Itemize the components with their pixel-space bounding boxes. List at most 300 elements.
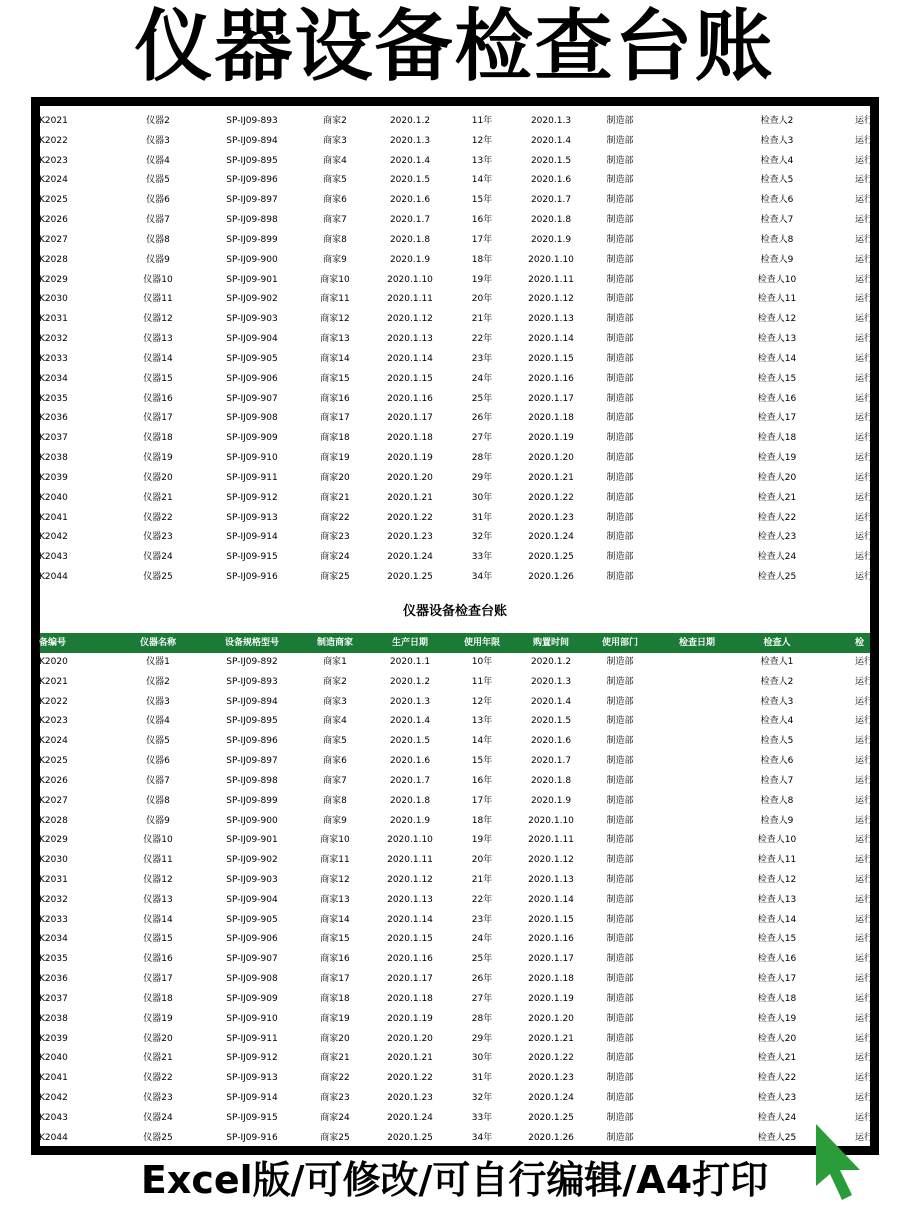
table-cell[interactable]: 2020.1.13: [387, 894, 433, 905]
table-cell[interactable]: 检查人9: [760, 254, 794, 265]
table-cell[interactable]: 制造部: [606, 1073, 634, 1084]
table-cell[interactable]: 2020.1.4: [389, 155, 431, 166]
table-cell[interactable]: 商家19: [320, 453, 350, 464]
table-cell[interactable]: SP-IJ09-915: [226, 552, 278, 563]
table-cell[interactable]: 运行: [855, 656, 874, 667]
table-cell[interactable]: K2029: [39, 835, 68, 846]
table-cell[interactable]: 2020.1.23: [387, 1093, 433, 1104]
table-cell[interactable]: 检查人10: [757, 274, 797, 285]
table-cell[interactable]: 2020.1.23: [528, 1073, 574, 1084]
table-cell[interactable]: 制造部: [606, 993, 634, 1004]
table-cell[interactable]: 检查人22: [757, 512, 797, 523]
table-cell[interactable]: 运行: [855, 294, 874, 305]
table-cell[interactable]: 2020.1.4: [389, 716, 431, 727]
table-cell[interactable]: 检查人6: [760, 195, 794, 206]
table-cell[interactable]: 运行: [855, 532, 874, 543]
table-cell[interactable]: 21年: [471, 874, 493, 885]
table-cell[interactable]: 商家3: [323, 696, 347, 707]
table-cell[interactable]: 13年: [471, 155, 493, 166]
table-cell[interactable]: K2030: [39, 855, 68, 866]
table-cell[interactable]: SP-IJ09-905: [226, 914, 278, 925]
table-cell[interactable]: SP-IJ09-904: [226, 334, 278, 345]
table-cell[interactable]: 2020.1.6: [530, 736, 572, 747]
table-cell[interactable]: 仪器7: [146, 215, 170, 226]
table-cell[interactable]: 2020.1.22: [528, 1053, 574, 1064]
table-cell[interactable]: 运行: [855, 234, 874, 245]
table-cell[interactable]: 仪器11: [143, 855, 173, 866]
table-cell[interactable]: 检查人8: [760, 234, 794, 245]
table-cell[interactable]: 2020.1.1: [389, 656, 431, 667]
table-cell[interactable]: 商家17: [320, 413, 350, 424]
table-cell[interactable]: 2020.1.23: [387, 532, 433, 543]
table-cell[interactable]: 26年: [471, 413, 493, 424]
table-cell[interactable]: 23年: [471, 914, 493, 925]
table-cell[interactable]: 商家13: [320, 894, 350, 905]
table-cell[interactable]: 32年: [471, 1093, 493, 1104]
table-cell[interactable]: 34年: [471, 572, 493, 583]
table-cell[interactable]: 运行: [855, 413, 874, 424]
table-cell[interactable]: 2020.1.18: [387, 433, 433, 444]
table-cell[interactable]: 仪器4: [146, 155, 170, 166]
table-cell[interactable]: 2020.1.19: [387, 1013, 433, 1024]
table-cell[interactable]: 运行: [855, 274, 874, 285]
table-cell[interactable]: 2020.1.3: [389, 696, 431, 707]
table-cell[interactable]: 2020.1.13: [387, 334, 433, 345]
table-cell[interactable]: K2033: [39, 914, 68, 925]
table-cell[interactable]: 商家19: [320, 1013, 350, 1024]
table-cell[interactable]: 33年: [471, 552, 493, 563]
table-cell[interactable]: 检查人16: [757, 393, 797, 404]
table-cell[interactable]: 检查人17: [757, 974, 797, 985]
table-cell[interactable]: 制造部: [606, 716, 634, 727]
table-cell[interactable]: 运行: [855, 116, 874, 126]
table-cell[interactable]: 2020.1.8: [389, 234, 431, 245]
table-cell[interactable]: 商家20: [320, 1033, 350, 1044]
table-cell[interactable]: 2020.1.10: [528, 815, 574, 826]
table-cell[interactable]: 仪器3: [146, 135, 170, 146]
table-cell[interactable]: 11年: [471, 676, 493, 687]
table-cell[interactable]: 2020.1.20: [528, 453, 574, 464]
table-cell[interactable]: 17年: [471, 795, 493, 806]
table-cell[interactable]: 制造部: [606, 314, 634, 325]
table-cell[interactable]: 32年: [471, 532, 493, 543]
table-cell[interactable]: 仪器20: [143, 472, 173, 483]
table-cell[interactable]: SP-IJ09-902: [226, 855, 278, 866]
table-cell[interactable]: 运行: [855, 1112, 874, 1123]
table-cell[interactable]: SP-IJ09-903: [226, 874, 278, 885]
table-cell[interactable]: 20年: [471, 294, 493, 305]
table-cell[interactable]: 31年: [471, 1073, 493, 1084]
table-cell[interactable]: 制造部: [606, 1112, 634, 1123]
table-cell[interactable]: SP-IJ09-898: [226, 215, 278, 226]
table-cell[interactable]: 2020.1.25: [528, 1112, 574, 1123]
table-cell[interactable]: 制造部: [606, 572, 634, 583]
table-cell[interactable]: 制造部: [606, 512, 634, 523]
table-cell[interactable]: 2020.1.6: [530, 175, 572, 186]
table-cell[interactable]: 2020.1.21: [528, 1033, 574, 1044]
table-cell[interactable]: K2043: [39, 552, 68, 563]
table-cell[interactable]: 商家21: [320, 1053, 350, 1064]
table-cell[interactable]: 2020.1.18: [387, 993, 433, 1004]
table-cell[interactable]: 制造部: [606, 855, 634, 866]
table-cell[interactable]: 运行: [855, 353, 874, 364]
table-cell[interactable]: 制造部: [606, 934, 634, 945]
table-cell[interactable]: 31年: [471, 512, 493, 523]
table-cell[interactable]: SP-IJ09-912: [226, 1053, 278, 1064]
table-cell[interactable]: 2020.1.11: [528, 274, 574, 285]
table-cell[interactable]: 检查人18: [757, 993, 797, 1004]
table-cell[interactable]: 2020.1.14: [528, 894, 574, 905]
table-cell[interactable]: SP-IJ09-913: [226, 512, 278, 523]
table-cell[interactable]: 30年: [471, 492, 493, 503]
table-cell[interactable]: 23年: [471, 353, 493, 364]
table-cell[interactable]: SP-IJ09-913: [226, 1073, 278, 1084]
table-cell[interactable]: 15年: [471, 756, 493, 767]
table-cell[interactable]: K2024: [39, 736, 68, 747]
table-cell[interactable]: 制造部: [606, 696, 634, 707]
table-cell[interactable]: 商家14: [320, 353, 350, 364]
table-cell[interactable]: 运行: [855, 512, 874, 523]
table-cell[interactable]: 2020.1.17: [528, 954, 574, 965]
table-cell[interactable]: K2042: [39, 1093, 68, 1104]
table-cell[interactable]: K2026: [39, 775, 68, 786]
table-cell[interactable]: 商家5: [323, 736, 347, 747]
table-cell[interactable]: 制造部: [606, 835, 634, 846]
table-cell[interactable]: 制造部: [606, 532, 634, 543]
table-cell[interactable]: K2026: [39, 215, 68, 226]
table-cell[interactable]: 检查人1: [760, 656, 794, 667]
table-cell[interactable]: K2023: [39, 155, 68, 166]
table-cell[interactable]: K2036: [39, 413, 68, 424]
column-header[interactable]: 备编号: [39, 637, 67, 648]
column-header[interactable]: 检: [855, 637, 865, 648]
table-cell[interactable]: 2020.1.20: [528, 1013, 574, 1024]
table-cell[interactable]: 商家10: [320, 274, 350, 285]
table-cell[interactable]: K2031: [39, 874, 68, 885]
table-cell[interactable]: 运行: [855, 1013, 874, 1024]
table-cell[interactable]: SP-IJ09-906: [226, 934, 278, 945]
table-cell[interactable]: 检查人19: [757, 1013, 797, 1024]
table-cell[interactable]: 26年: [471, 974, 493, 985]
table-cell[interactable]: 仪器17: [143, 413, 173, 424]
table-cell[interactable]: 制造部: [606, 472, 634, 483]
table-cell[interactable]: K2023: [39, 716, 68, 727]
table-cell[interactable]: 2020.1.2: [389, 676, 431, 687]
table-cell[interactable]: SP-IJ09-911: [226, 1033, 278, 1044]
table-cell[interactable]: 仪器10: [143, 835, 173, 846]
table-cell[interactable]: 商家25: [320, 1132, 350, 1143]
table-cell[interactable]: 2020.1.22: [387, 512, 433, 523]
table-cell[interactable]: 运行: [855, 552, 874, 563]
table-cell[interactable]: 仪器3: [146, 696, 170, 707]
table-cell[interactable]: 运行: [855, 472, 874, 483]
table-cell[interactable]: 检查人13: [757, 894, 797, 905]
table-cell[interactable]: 检查人12: [757, 874, 797, 885]
table-cell[interactable]: 商家15: [320, 373, 350, 384]
column-header[interactable]: 检查人: [763, 637, 791, 648]
table-cell[interactable]: 2020.1.4: [530, 135, 572, 146]
table-cell[interactable]: 2020.1.8: [530, 215, 572, 226]
table-cell[interactable]: K2021: [39, 116, 68, 126]
table-cell[interactable]: 运行: [855, 393, 874, 404]
table-cell[interactable]: 商家9: [323, 254, 347, 265]
table-cell[interactable]: 商家16: [320, 393, 350, 404]
table-cell[interactable]: 2020.1.16: [387, 393, 433, 404]
table-cell[interactable]: 检查人9: [760, 815, 794, 826]
table-cell[interactable]: 商家8: [323, 234, 347, 245]
table-cell[interactable]: 2020.1.18: [528, 974, 574, 985]
table-cell[interactable]: 仪器8: [146, 234, 170, 245]
table-cell[interactable]: SP-IJ09-910: [226, 1013, 278, 1024]
table-cell[interactable]: SP-IJ09-909: [226, 993, 278, 1004]
table-cell[interactable]: 商家24: [320, 552, 350, 563]
table-cell[interactable]: K2039: [39, 1033, 68, 1044]
table-cell[interactable]: 商家11: [320, 855, 350, 866]
table-cell[interactable]: 2020.1.15: [528, 914, 574, 925]
table-cell[interactable]: K2035: [39, 393, 68, 404]
table-cell[interactable]: 2020.1.5: [389, 736, 431, 747]
table-cell[interactable]: 检查人16: [757, 954, 797, 965]
table-cell[interactable]: 2020.1.13: [528, 874, 574, 885]
table-cell[interactable]: SP-IJ09-916: [226, 572, 278, 583]
table-cell[interactable]: 仪器8: [146, 795, 170, 806]
table-cell[interactable]: 商家23: [320, 532, 350, 543]
table-cell[interactable]: K2028: [39, 254, 68, 265]
table-cell[interactable]: SP-IJ09-907: [226, 393, 278, 404]
table-cell[interactable]: 19年: [471, 835, 493, 846]
table-cell[interactable]: 仪器2: [146, 676, 170, 687]
table-cell[interactable]: 2020.1.18: [528, 413, 574, 424]
table-cell[interactable]: SP-IJ09-899: [226, 234, 278, 245]
table-cell[interactable]: 商家5: [323, 175, 347, 186]
table-cell[interactable]: 运行: [855, 974, 874, 985]
table-cell[interactable]: 制造部: [606, 155, 634, 166]
table-cell[interactable]: K2024: [39, 175, 68, 186]
table-cell[interactable]: 制造部: [606, 274, 634, 285]
table-cell[interactable]: 2020.1.11: [387, 294, 433, 305]
table-cell[interactable]: 2020.1.26: [528, 572, 574, 583]
table-cell[interactable]: 制造部: [606, 175, 634, 186]
table-cell[interactable]: 制造部: [606, 116, 634, 126]
table-cell[interactable]: 19年: [471, 274, 493, 285]
table-cell[interactable]: 运行: [855, 775, 874, 786]
table-cell[interactable]: 运行: [855, 1033, 874, 1044]
table-cell[interactable]: K2036: [39, 974, 68, 985]
table-cell[interactable]: K2025: [39, 195, 68, 206]
table-cell[interactable]: 运行: [855, 492, 874, 503]
table-cell[interactable]: 运行: [855, 1053, 874, 1064]
table-cell[interactable]: SP-IJ09-915: [226, 1112, 278, 1123]
table-cell[interactable]: 2020.1.21: [387, 1053, 433, 1064]
table-cell[interactable]: 13年: [471, 716, 493, 727]
table-cell[interactable]: SP-IJ09-895: [226, 155, 278, 166]
table-cell[interactable]: 运行: [855, 756, 874, 767]
table-cell[interactable]: SP-IJ09-908: [226, 413, 278, 424]
table-cell[interactable]: 商家2: [323, 676, 347, 687]
table-cell[interactable]: SP-IJ09-892: [226, 656, 278, 667]
table-cell[interactable]: K2034: [39, 934, 68, 945]
table-cell[interactable]: 制造部: [606, 195, 634, 206]
table-cell[interactable]: 仪器6: [146, 756, 170, 767]
table-cell[interactable]: K2041: [39, 1073, 68, 1084]
table-cell[interactable]: 2020.1.15: [387, 373, 433, 384]
table-cell[interactable]: 2020.1.15: [528, 353, 574, 364]
table-cell[interactable]: 商家3: [323, 135, 347, 146]
table-cell[interactable]: 仪器22: [143, 1073, 173, 1084]
table-cell[interactable]: 2020.1.24: [528, 532, 574, 543]
table-cell[interactable]: K2038: [39, 453, 68, 464]
table-cell[interactable]: 2020.1.25: [387, 572, 433, 583]
table-cell[interactable]: K2033: [39, 353, 68, 364]
table-cell[interactable]: 运行: [855, 572, 874, 583]
table-cell[interactable]: 制造部: [606, 815, 634, 826]
table-cell[interactable]: 2020.1.12: [528, 294, 574, 305]
table-cell[interactable]: SP-IJ09-911: [226, 472, 278, 483]
table-cell[interactable]: 2020.1.17: [387, 974, 433, 985]
table-cell[interactable]: 仪器13: [143, 894, 173, 905]
table-cell[interactable]: 检查人14: [757, 914, 797, 925]
table-cell[interactable]: 2020.1.9: [530, 234, 572, 245]
table-cell[interactable]: 仪器19: [143, 1013, 173, 1024]
table-cell[interactable]: K2037: [39, 433, 68, 444]
table-cell[interactable]: 制造部: [606, 334, 634, 345]
table-cell[interactable]: 仪器21: [143, 1053, 173, 1064]
table-cell[interactable]: 检查人3: [760, 696, 794, 707]
table-cell[interactable]: 2020.1.3: [530, 676, 572, 687]
table-cell[interactable]: 2020.1.5: [389, 175, 431, 186]
table-cell[interactable]: 2020.1.12: [387, 314, 433, 325]
table-cell[interactable]: SP-IJ09-910: [226, 453, 278, 464]
table-cell[interactable]: 11年: [471, 116, 493, 126]
table-cell[interactable]: 仪器25: [143, 1132, 173, 1143]
table-cell[interactable]: 仪器24: [143, 1112, 173, 1123]
table-cell[interactable]: SP-IJ09-894: [226, 135, 278, 146]
table-cell[interactable]: 2020.1.11: [528, 835, 574, 846]
table-cell[interactable]: 检查人2: [760, 116, 794, 126]
table-cell[interactable]: 商家24: [320, 1112, 350, 1123]
column-header[interactable]: 使用部门: [601, 637, 639, 648]
table-cell[interactable]: 检查人24: [757, 1112, 797, 1123]
table-cell[interactable]: 检查人20: [757, 472, 797, 483]
table-cell[interactable]: 运行: [855, 676, 874, 687]
table-cell[interactable]: 2020.1.11: [387, 855, 433, 866]
table-cell[interactable]: 12年: [471, 135, 493, 146]
table-cell[interactable]: 运行: [855, 254, 874, 265]
table-cell[interactable]: 22年: [471, 894, 493, 905]
table-cell[interactable]: 制造部: [606, 234, 634, 245]
table-cell[interactable]: 检查人15: [757, 373, 797, 384]
table-cell[interactable]: K2039: [39, 472, 68, 483]
table-cell[interactable]: 22年: [471, 334, 493, 345]
table-cell[interactable]: 检查人21: [757, 1053, 797, 1064]
table-cell[interactable]: 25年: [471, 954, 493, 965]
table-cell[interactable]: 20年: [471, 855, 493, 866]
table-cell[interactable]: 仪器18: [143, 993, 173, 1004]
table-cell[interactable]: 检查人6: [760, 756, 794, 767]
table-cell[interactable]: 商家14: [320, 914, 350, 925]
table-cell[interactable]: K2040: [39, 1053, 68, 1064]
table-cell[interactable]: K2035: [39, 954, 68, 965]
column-header[interactable]: 生产日期: [391, 637, 429, 648]
table-cell[interactable]: 检查人7: [760, 775, 794, 786]
table-cell[interactable]: 仪器25: [143, 572, 173, 583]
table-cell[interactable]: 商家16: [320, 954, 350, 965]
table-cell[interactable]: 2020.1.16: [528, 934, 574, 945]
table-cell[interactable]: 检查人17: [757, 413, 797, 424]
table-cell[interactable]: 28年: [471, 1013, 493, 1024]
table-cell[interactable]: 2020.1.22: [387, 1073, 433, 1084]
table-cell[interactable]: SP-IJ09-899: [226, 795, 278, 806]
table-cell[interactable]: 检查人11: [757, 855, 797, 866]
table-cell[interactable]: 仪器11: [143, 294, 173, 305]
table-cell[interactable]: 制造部: [606, 1013, 634, 1024]
table-cell[interactable]: 2020.1.13: [528, 314, 574, 325]
table-cell[interactable]: 运行: [855, 1093, 874, 1104]
table-cell[interactable]: SP-IJ09-914: [226, 1093, 278, 1104]
table-cell[interactable]: 2020.1.15: [387, 934, 433, 945]
table-cell[interactable]: K2021: [39, 676, 68, 687]
table-cell[interactable]: 检查人7: [760, 215, 794, 226]
table-cell[interactable]: SP-IJ09-908: [226, 974, 278, 985]
table-cell[interactable]: 2020.1.21: [528, 472, 574, 483]
table-cell[interactable]: K2031: [39, 314, 68, 325]
table-cell[interactable]: 34年: [471, 1132, 493, 1143]
table-cell[interactable]: 制造部: [606, 353, 634, 364]
table-cell[interactable]: 运行: [855, 453, 874, 464]
table-cell[interactable]: SP-IJ09-916: [226, 1132, 278, 1143]
table-cell[interactable]: 仪器18: [143, 433, 173, 444]
table-cell[interactable]: 商家6: [323, 195, 347, 206]
column-header[interactable]: 使用年限: [463, 637, 501, 648]
table-cell[interactable]: 27年: [471, 993, 493, 1004]
table-cell[interactable]: 制造部: [606, 756, 634, 767]
table-cell[interactable]: 21年: [471, 314, 493, 325]
table-cell[interactable]: 2020.1.7: [389, 215, 431, 226]
table-cell[interactable]: 制造部: [606, 1132, 634, 1143]
table-cell[interactable]: 运行: [855, 175, 874, 186]
table-cell[interactable]: 检查人20: [757, 1033, 797, 1044]
table-cell[interactable]: 25年: [471, 393, 493, 404]
table-cell[interactable]: 2020.1.5: [530, 155, 572, 166]
table-cell[interactable]: 2020.1.10: [528, 254, 574, 265]
table-cell[interactable]: 检查人12: [757, 314, 797, 325]
table-cell[interactable]: 制造部: [606, 393, 634, 404]
table-cell[interactable]: 运行: [855, 894, 874, 905]
table-cell[interactable]: K2038: [39, 1013, 68, 1024]
table-cell[interactable]: 仪器15: [143, 934, 173, 945]
spreadsheet-preview[interactable]: [39, 106, 874, 1146]
table-cell[interactable]: 2020.1.6: [389, 195, 431, 206]
table-cell[interactable]: 制造部: [606, 215, 634, 226]
table-cell[interactable]: 检查人19: [757, 453, 797, 464]
table-cell[interactable]: 商家25: [320, 572, 350, 583]
table-cell[interactable]: 2020.1.24: [387, 552, 433, 563]
table-cell[interactable]: 商家4: [323, 716, 347, 727]
table-cell[interactable]: 29年: [471, 1033, 493, 1044]
table-cell[interactable]: K2027: [39, 795, 68, 806]
table-cell[interactable]: 商家12: [320, 314, 350, 325]
table-cell[interactable]: SP-IJ09-900: [226, 254, 278, 265]
table-cell[interactable]: 运行: [855, 954, 874, 965]
table-cell[interactable]: 2020.1.7: [389, 775, 431, 786]
table-cell[interactable]: 28年: [471, 453, 493, 464]
table-cell[interactable]: SP-IJ09-895: [226, 716, 278, 727]
table-cell[interactable]: 仪器19: [143, 453, 173, 464]
table-cell[interactable]: 仪器5: [146, 175, 170, 186]
table-cell[interactable]: SP-IJ09-912: [226, 492, 278, 503]
table-cell[interactable]: 制造部: [606, 954, 634, 965]
table-cell[interactable]: 商家11: [320, 294, 350, 305]
